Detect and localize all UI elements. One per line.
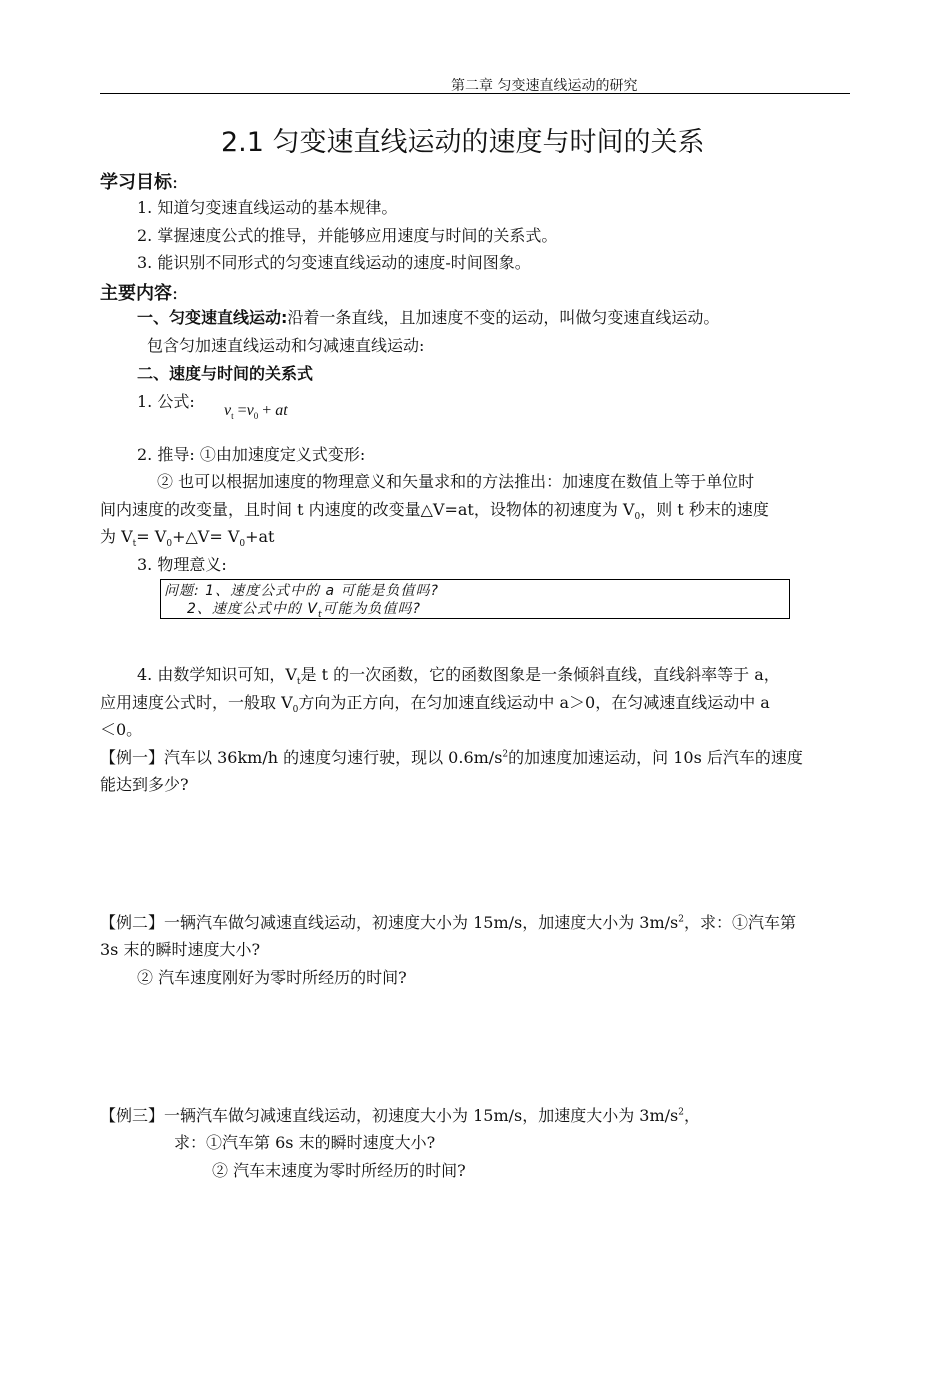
p2l3-a: 为 V [100,527,133,546]
p4l2-c: 方向为正方向，在匀加速直线运动中 a＞0，在匀减速直线运动中 a [298,693,770,712]
section-2-label: 二、速度与时间的关系式 [137,364,314,383]
p2l2-c: ，则 t 秒末的速度 [640,500,769,519]
objectives-colon: : [172,172,179,193]
example-2-line-2: 3s 末的瞬时速度大小? [100,940,261,959]
e3l1-a: 【例三】一辆汽车做匀减速直线运动，初速度大小为 15m/s，加速度大小为 3m/s [100,1106,679,1125]
objectives-heading [100,168,178,194]
example-3-line-3: ② 汽车末速度为零时所经历的时间? [212,1161,466,1180]
example-3-line-1 [100,1104,700,1128]
velocity-formula [224,402,288,420]
question-line-2-a: 2、速度公式中的 V [187,601,318,617]
p4l2-a: 应用速度公式时，一般取 V [100,693,293,712]
e1l1-a: 【例一】汽车以 36km/h 的速度匀速行驶，现以 0.6m/s [100,748,503,767]
point-3-label: 3. 物理意义: [137,555,227,574]
content-colon: : [172,283,179,304]
section-1-text: 沿着一条直线，且加速度不变的运动，叫做匀变速直线运动。 [287,308,720,327]
page-title: 2.1 匀变速直线运动的速度与时间的关系 [221,127,705,158]
e3l1-b: 2 [678,1107,684,1118]
e2l1-c: ，求：①汽车第 [684,913,797,932]
p2l2-a: 间内速度的改变量，且时间 t 内速度的改变量△V=at，设物体的初速度为 V [100,500,635,519]
section-1-label: 一、匀变速直线运动: [137,308,288,327]
p2l3-g: +at [245,527,275,546]
point-2-line-1: ② 也可以根据加速度的物理意义和矢量求和的方法推出：加速度在数值上等于单位时 [157,472,755,491]
chapter-header: 第二章 匀变速直线运动的研究 [451,78,638,94]
formula-t: t [231,411,234,422]
p4l1-c: 是 t 的一次函数，它的函数图象是一条倾斜直线，直线斜率等于 a， [300,665,780,684]
point-2-line-3 [100,525,274,549]
p4l2-b: 0 [292,705,299,716]
objectives-heading-text: 学习目标 [100,172,172,193]
example-3-line-2: 求：①汽车第 6s 末的瞬时速度大小? [174,1133,436,1152]
p2l3-d: 0 [166,539,173,550]
e1l1-b: 2 [502,749,509,760]
e2l1-a: 【例二】一辆汽车做匀减速直线运动，初速度大小为 15m/s，加速度大小为 3m/s [100,913,679,932]
objective-item-2: 2. 掌握速度公式的推导，并能够应用速度与时间的关系式。 [137,226,558,245]
section-1-extra: 包含匀加速直线运动和匀减速直线运动: [147,336,425,355]
formula-plus: + [262,402,272,419]
question-line-2-b: t [317,609,323,620]
question-line-1: 问题: 1、速度公式中的 a 可能是负值吗? [164,583,439,599]
point-2-label: 2. 推导: ①由加速度定义式变形: [137,445,366,464]
example-1-line-2: 能达到多少? [100,775,189,794]
p2l3-c: = V [136,527,167,546]
formula-zero: 0 [253,411,259,422]
e1l1-c: 的加速度加速运动，问 10s 后汽车的速度 [508,748,803,767]
question-line-2 [187,598,421,618]
e2l1-b: 2 [678,914,684,925]
formula-eq: = [237,402,247,419]
question-line-2-c: 可能为负值吗? [322,601,421,617]
point-2-line-2 [100,498,769,522]
p2l2-b: 0 [634,512,641,523]
point-1-label: 1. 公式: [137,392,195,411]
p4l1-b: t [296,677,301,688]
question-box [160,579,790,619]
formula-v: v [224,402,232,419]
p2l3-e: +△V= V [172,527,240,546]
example-2-line-3: ② 汽车速度刚好为零时所经历的时间? [137,968,407,987]
p4l1-a: 4. 由数学知识可知，V [137,665,297,684]
section-1 [137,306,719,330]
point-4-line-2 [100,691,770,715]
formula-at: at [275,402,288,419]
objective-item-1: 1. 知道匀变速直线运动的基本规律。 [137,198,398,217]
example-1-line-1 [100,746,803,770]
objective-item-3: 3. 能识别不同形式的匀变速直线运动的速度-时间图象。 [137,253,531,272]
p2l3-b: t [132,539,137,550]
p2l3-f: 0 [239,539,246,550]
formula-v0: v [246,402,254,419]
content-heading [100,279,178,305]
e3l1-c: ， [684,1106,701,1125]
point-4-line-3: ＜0。 [100,720,143,739]
example-2-line-1 [100,911,796,935]
content-heading-text: 主要内容 [100,283,172,304]
point-4-line-1 [137,663,780,687]
header-rule [100,93,850,94]
